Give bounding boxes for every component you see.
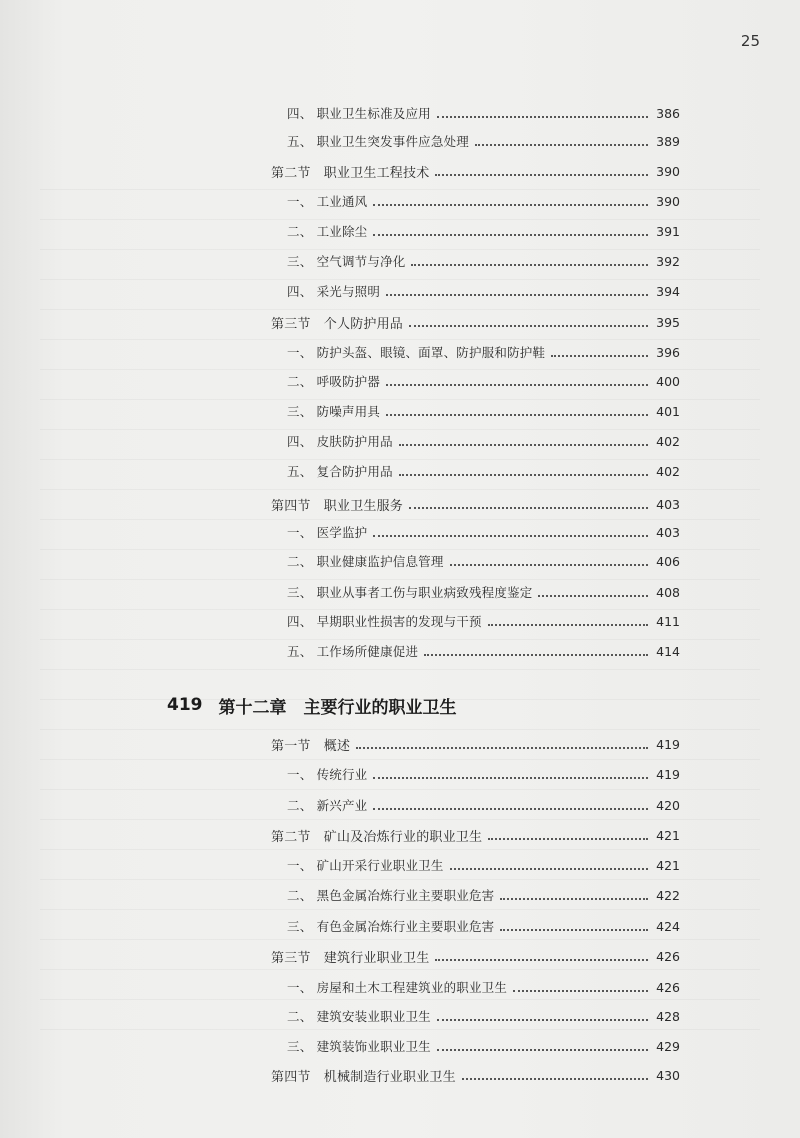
toc-item-row [287,852,680,878]
toc-entry-page: 396 [656,344,680,360]
dot-leader [373,806,648,810]
toc-entry-label: 二、 建筑安装业职业卫生 [287,1009,431,1024]
toc-item-row [287,974,680,1000]
dot-leader [450,562,648,566]
dot-leader [399,442,648,446]
toc-entry-page: 422 [656,887,680,903]
toc-item-row [287,913,680,939]
toc-entry-page: 390 [656,193,680,209]
toc-item-row [287,519,680,545]
toc-entry-label: 三、 建筑装饰业职业卫生 [287,1039,431,1054]
dot-leader [373,202,648,206]
toc-entry-page: 414 [656,643,680,659]
dot-leader [462,1076,648,1080]
toc-section-row [271,943,680,969]
dot-leader [435,172,648,176]
toc-entry-page: 424 [656,918,680,934]
dot-leader [373,533,648,537]
toc-entry-label: 三、 有色金属冶炼行业主要职业危害 [287,919,495,934]
toc-entry-label: 二、 黑色金属冶炼行业主要职业危害 [287,888,495,903]
toc-entry-page: 394 [656,283,680,299]
dot-leader [435,957,648,961]
toc-section-row [271,1062,680,1088]
dot-leader [386,292,648,296]
toc-entry-page: 402 [656,433,680,449]
toc-section-row [271,822,680,848]
dot-leader [488,622,648,626]
toc-item-row [287,100,680,126]
toc-entry-label: 五、 工作场所健康促进 [287,644,419,659]
toc-entry-page: 408 [656,584,680,600]
toc-entry-label: 三、 空气调节与净化 [287,254,406,269]
toc-entry-label: 五、 职业卫生突发事件应急处理 [287,134,469,149]
toc-entry-label: 第三节 建筑行业职业卫生 [271,950,430,966]
toc-entry-page: 403 [656,496,680,512]
toc-entry-label: 第四节 机械制造行业职业卫生 [271,1069,456,1085]
toc-item-row [287,218,680,244]
toc-section-row [271,158,680,184]
dot-leader [437,1017,648,1021]
toc-entry-page: 406 [656,553,680,569]
toc-item-row [287,579,680,605]
toc-item-row [287,638,680,664]
toc-entry-page: 429 [656,1038,680,1054]
dot-leader [475,142,648,146]
dot-leader [500,896,648,900]
toc-entry-page: 391 [656,223,680,239]
toc-entry-page: 420 [656,797,680,813]
toc-entry-label: 一、 矿山开采行业职业卫生 [287,858,444,873]
toc-entry-page: 411 [656,613,680,629]
toc-item-row [287,761,680,787]
toc-entry-page: 395 [656,314,680,330]
dot-leader [513,988,648,992]
dot-leader [386,382,648,386]
toc-entry-label: 二、 新兴产业 [287,798,368,813]
toc-item-row [287,128,680,154]
toc-entry-label: 二、 呼吸防护器 [287,374,381,389]
toc-section-row [271,309,680,335]
toc-entry-page: 401 [656,403,680,419]
dot-leader [500,927,648,931]
toc-entry-label: 四、 早期职业性损害的发现与干预 [287,614,482,629]
dot-leader [409,323,648,327]
chapter-page-number: 419 [167,695,203,715]
toc-entry-page: 421 [656,857,680,873]
toc-entry-label: 一、 工业通风 [287,194,368,209]
toc-entry-page: 403 [656,524,680,540]
toc-entry-label: 二、 职业健康监护信息管理 [287,554,444,569]
dot-leader [437,114,648,118]
toc-item-row [287,1003,680,1029]
toc-entry-label: 四、 皮肤防护用品 [287,434,393,449]
toc-entry-label: 三、 防噪声用具 [287,404,381,419]
chapter-title: 第十二章 主要行业的职业卫生 [218,697,457,718]
toc-entry-page: 426 [656,979,680,995]
toc-entry-page: 430 [656,1067,680,1083]
toc-item-row [287,548,680,574]
toc-entry-page: 421 [656,827,680,843]
toc-item-row [287,278,680,304]
toc-entry-label: 五、 复合防护用品 [287,464,393,479]
dot-leader [411,262,648,266]
toc-entry-label: 第三节 个人防护用品 [271,316,404,332]
toc-item-row [287,882,680,908]
toc-entry-label: 一、 防护头盔、眼镜、面罩、防护服和防护鞋 [287,345,546,360]
toc-entry-label: 第二节 矿山及冶炼行业的职业卫生 [271,829,483,845]
toc-entry-page: 400 [656,373,680,389]
toc-item-row [287,428,680,454]
chapter-heading [167,690,457,720]
dot-leader [488,836,648,840]
dot-leader [450,866,648,870]
dot-leader [386,412,648,416]
toc-item-row [287,792,680,818]
toc-entry-page: 419 [656,736,680,752]
toc-entry-label: 三、 职业从事者工伤与职业病致残程度鉴定 [287,585,533,600]
toc-item-row [287,248,680,274]
dot-leader [538,593,648,597]
dot-leader [551,353,648,357]
toc-entry-label: 一、 房屋和土木工程建筑业的职业卫生 [287,980,508,995]
toc-section-row [271,731,680,757]
toc-item-row [287,1033,680,1059]
toc-entry-page: 392 [656,253,680,269]
toc-entry-label: 一、 医学监护 [287,525,368,540]
toc-entry-page: 402 [656,463,680,479]
toc-item-row [287,188,680,214]
toc-item-row [287,608,680,634]
toc-entry-page: 386 [656,105,680,121]
toc-item-row [287,398,680,424]
toc-entry-label: 四、 采光与照明 [287,284,381,299]
toc-item-row [287,368,680,394]
toc-entry-label: 一、 传统行业 [287,767,368,782]
toc-entry-page: 426 [656,948,680,964]
toc-section-row [271,491,680,517]
toc-entry-page: 428 [656,1008,680,1024]
dot-leader [356,745,648,749]
toc-item-row [287,458,680,484]
toc-entry-label: 第一节 概述 [271,738,351,754]
dot-leader [424,652,648,656]
dot-leader [409,505,648,509]
dot-leader [373,775,648,779]
toc-entry-page: 390 [656,163,680,179]
toc-entry-label: 四、 职业卫生标准及应用 [287,106,431,121]
dot-leader [437,1047,648,1051]
page-number: 25 [740,32,760,50]
toc-entry-page: 389 [656,133,680,149]
toc-entry-label: 第四节 职业卫生服务 [271,498,404,514]
toc-entry-label: 二、 工业除尘 [287,224,368,239]
toc-entry-page: 419 [656,766,680,782]
toc-entry-label: 第二节 职业卫生工程技术 [271,165,430,181]
dot-leader [399,472,648,476]
dot-leader [373,232,648,236]
toc-item-row [287,339,680,365]
